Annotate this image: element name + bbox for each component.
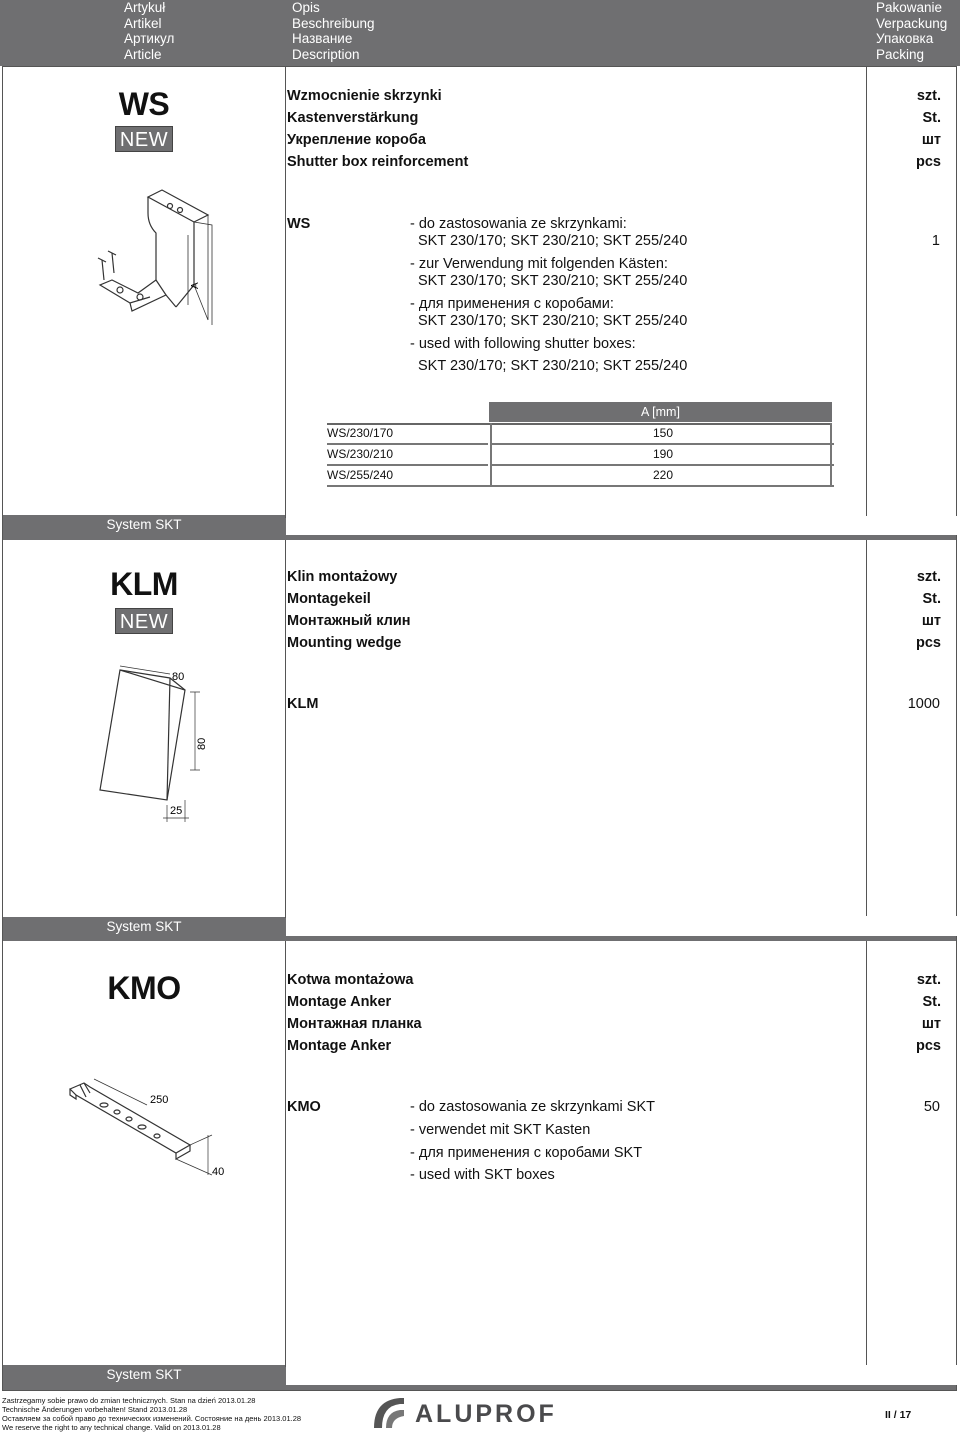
column-separator [866, 941, 867, 1367]
table-row-value: 220 [490, 466, 834, 487]
table-header-a-mm: A [mm] [489, 402, 832, 422]
header-packing-en: Packing [876, 46, 925, 62]
unit-pl: szt. [916, 88, 941, 104]
header-packing-pl: Pakowanie [876, 0, 943, 15]
product-name-ru: Монтажная планка [287, 1016, 422, 1032]
item-code: WS [287, 216, 311, 232]
item-quantity: 1000 [907, 696, 940, 712]
item-desc-line: - для применения с коробами: [410, 296, 614, 312]
item-desc-line: SKT 230/170; SKT 230/210; SKT 255/240 [418, 273, 688, 289]
item-desc-line: SKT 230/170; SKT 230/210; SKT 255/240 [418, 313, 688, 329]
product-name-pl: Kotwa montażowa [287, 972, 414, 988]
header-description-de: Beschreibung [292, 15, 375, 31]
header-packing [876, 0, 947, 62]
aluprof-logo-mark [370, 1394, 410, 1432]
product-name-pl: Wzmocnienie skrzynki [287, 88, 442, 104]
dimensions-table [327, 402, 832, 486]
page-footer [0, 1392, 960, 1433]
unit-en: pcs [916, 635, 941, 651]
column-separator [866, 66, 867, 518]
mounting-wedge-drawing [95, 660, 225, 830]
footer-note-pl: Zastrzegamy sobie prawo do zmian technicznych. Stan na dzień 2013.01.28 [2, 1396, 256, 1405]
column-separator [285, 66, 286, 518]
table-row-value: 190 [490, 445, 834, 466]
product-code: KLM [110, 566, 178, 602]
page-number: II / 17 [885, 1409, 912, 1421]
unit-ru: шт [921, 132, 941, 148]
header-article-de: Artikel [124, 15, 162, 31]
unit-en: pcs [916, 1038, 941, 1054]
item-desc-line: - do zastosowania ze skrzynkami: [410, 216, 627, 232]
table-row-value: 150 [490, 423, 834, 445]
column-separator [285, 941, 286, 1367]
unit-en: pcs [916, 154, 941, 170]
product-name-de: Montagekeil [287, 591, 371, 607]
product-name-ru: Укрепление короба [287, 132, 426, 148]
product-code: KMO [107, 970, 181, 1006]
footer-note-ru: Оставляем за собой право до технических изменений. Состояние на день 2013.01.28 [2, 1414, 302, 1423]
dimension-label-height: 80 [196, 737, 208, 750]
system-label: System SKT [3, 917, 285, 937]
item-desc-line: SKT 230/170; SKT 230/210; SKT 255/240 [418, 233, 688, 249]
header-description [292, 0, 375, 62]
new-badge: NEW [115, 608, 173, 634]
header-article-en: Article [124, 46, 162, 62]
item-desc-line: - used with SKT boxes [410, 1167, 555, 1183]
header-article [124, 0, 174, 62]
dimension-label-depth: 25 [170, 805, 183, 817]
header-description-en: Description [292, 46, 360, 62]
footer-note-de: Technische Änderungen vorbehalten! Stand 2013.01.28 [2, 1405, 188, 1414]
product-name-pl: Klin montażowy [287, 569, 398, 585]
item-quantity: 1 [931, 233, 940, 249]
header-description-ru: Название [292, 31, 353, 46]
unit-pl: szt. [916, 972, 941, 988]
product-code: WS [118, 86, 170, 122]
footer-note-en: We reserve the right to any technical change. Valid on 2013.01.28 [2, 1423, 221, 1432]
column-separator [285, 540, 286, 918]
new-badge: NEW [115, 126, 173, 152]
product-name-de: Montage Anker [287, 994, 392, 1010]
item-desc-line: - do zastosowania ze skrzynkami SKT [410, 1099, 655, 1115]
dimension-label-width: 40 [212, 1166, 225, 1178]
system-label: System SKT [3, 1365, 285, 1385]
item-quantity: 50 [923, 1099, 940, 1115]
product-name-de: Kastenverstärkung [287, 110, 419, 126]
product-name-en: Shutter box reinforcement [287, 154, 469, 170]
product-name-en: Mounting wedge [287, 635, 402, 651]
product-name-en: Montage Anker [287, 1038, 392, 1054]
header-packing-de: Verpackung [876, 15, 948, 31]
unit-ru: шт [921, 613, 941, 629]
item-desc-line: - verwendet mit SKT Kasten [410, 1122, 591, 1138]
header-article-ru: Артикул [124, 31, 175, 46]
item-desc-line: SKT 230/170; SKT 230/210; SKT 255/240 [418, 358, 688, 374]
table-row-name: WS/255/240 [327, 466, 488, 487]
unit-pl: szt. [916, 569, 941, 585]
unit-de: St. [922, 110, 941, 126]
header-packing-ru: Упаковка [876, 31, 934, 46]
brand-name: ALUPROF [415, 1400, 557, 1428]
item-desc-line: - used with following shutter boxes: [410, 336, 636, 352]
dimension-label-a: A [190, 282, 201, 289]
item-desc-line: - zur Verwendung mit folgenden Kästen: [410, 256, 668, 272]
mounting-anchor-drawing [62, 1075, 232, 1185]
header-description-pl: Opis [292, 0, 320, 15]
table-header-bar [0, 0, 960, 66]
table-row-name: WS/230/170 [327, 423, 488, 445]
shutter-box-reinforcement-drawing [90, 185, 240, 335]
product-name-ru: Монтажный клин [287, 613, 411, 629]
item-desc-line: - для применения с коробами SKT [410, 1145, 643, 1161]
column-separator [866, 540, 867, 918]
unit-de: St. [922, 591, 941, 607]
dimension-label-width: 80 [172, 671, 185, 683]
item-code: KMO [287, 1099, 321, 1115]
header-article-pl: Artykuł [124, 0, 166, 15]
dimension-label-length: 250 [150, 1094, 169, 1106]
table-row-name: WS/230/210 [327, 445, 488, 466]
unit-de: St. [922, 994, 941, 1010]
item-code: KLM [287, 696, 319, 712]
system-label: System SKT [3, 515, 285, 535]
unit-ru: шт [921, 1016, 941, 1032]
